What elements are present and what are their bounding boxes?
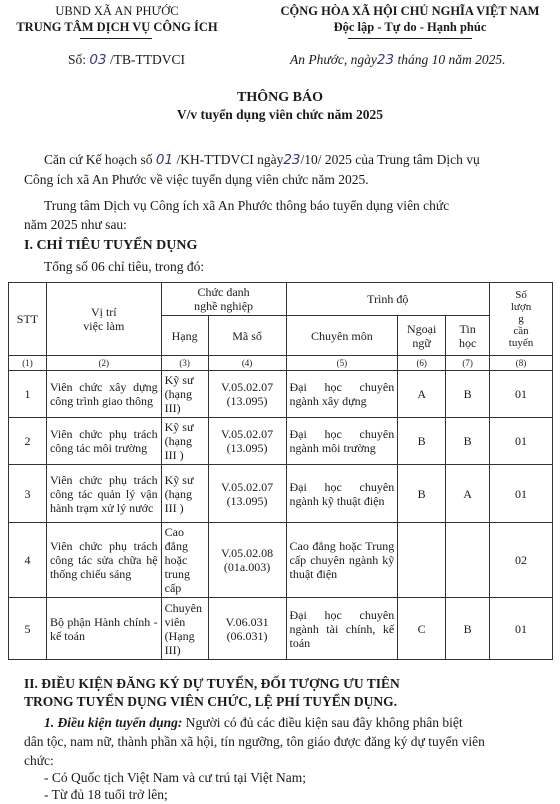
agency-line1: UBND XÃ AN PHƯỚC <box>55 4 179 18</box>
table-row <box>9 418 553 465</box>
row-maso: V.05.02.07 (13.095) <box>208 465 286 523</box>
row-tinhoc <box>446 523 490 598</box>
row-chuyenmon: Đại học chuyên ngành xây dựng <box>286 371 398 418</box>
plan-day-handwritten: 23 <box>283 152 301 168</box>
nation-line1: CỘNG HÒA XÃ HỘI CHỦ NGHĨA VIỆT NAM <box>280 4 540 18</box>
doc-subject: V/v tuyển dụng viên chức năm 2025 <box>176 107 384 122</box>
row-stt: 1 <box>9 371 47 418</box>
row-chuyenmon: Đại học chuyên ngành môi trường <box>286 418 398 465</box>
row-stt: 2 <box>9 418 47 465</box>
row-ngoaingu: C <box>398 598 446 660</box>
doc-number-prefix: Số: <box>68 52 87 67</box>
place-date <box>290 52 505 68</box>
agency-line2: TRUNG TÂM DỊCH VỤ CÔNG ÍCH <box>16 20 218 34</box>
section2-heading-line1: II. ĐIỀU KIỆN ĐĂNG KÝ DỰ TUYỂN, ĐỐI TƯỢNG ƯU TIÊN <box>24 676 400 691</box>
agency-underline <box>80 38 152 39</box>
header-hang: Hạng <box>161 316 208 356</box>
row-hang: Chuyên viên (Hạng III) <box>161 598 208 660</box>
row-maso: V.05.02.07 (13.095) <box>208 371 286 418</box>
row-maso: V.05.02.07 (13.095) <box>208 418 286 465</box>
day-handwritten: 23 <box>376 52 395 68</box>
bullet-nationality: - Có Quốc tịch Việt Nam và cư trú tại Việt Nam; <box>44 770 307 785</box>
doc-title: THÔNG BÁO <box>237 90 323 105</box>
condition-text-line1: Người có đủ các điều kiện sau đây không phân biệt <box>185 715 463 730</box>
row-soluong: 01 <box>490 371 553 418</box>
section2-heading-line2: TRONG TUYỂN DỤNG VIÊN CHỨC, LỆ PHÍ TUYỂN DỤNG. <box>24 694 398 709</box>
doc-number-suffix: /TB-TTDVCI <box>109 52 185 67</box>
index-cell: (2) <box>46 356 161 371</box>
row-vitri: Viên chức xây dựng công trình giao thông <box>46 371 161 418</box>
intro-p1-line2: Công ích xã An Phước về việc tuyển dụng viên chức năm 2025. <box>24 172 369 187</box>
condition-label: 1. Điều kiện tuyển dụng: <box>44 715 183 730</box>
index-cell: (7) <box>446 356 490 371</box>
row-maso: V.06.031 (06.031) <box>208 598 286 660</box>
header-soluong: Số lượn g cần tuyển <box>490 283 553 356</box>
row-tinhoc: B <box>446 598 490 660</box>
row-hang: Kỹ sư (hạng III ) <box>161 465 208 523</box>
index-cell: (1) <box>9 356 47 371</box>
table-row <box>9 465 553 523</box>
header-chucdanh: Chức danh nghề nghiệp <box>161 283 286 316</box>
place-date-suffix: tháng 10 năm 2025. <box>397 52 506 67</box>
recruitment-table <box>8 282 553 660</box>
row-maso: V.05.02.08 (01a.003) <box>208 523 286 598</box>
bullet-age: - Từ đủ 18 tuổi trở lên; <box>44 787 168 802</box>
header-maso: Mã số <box>208 316 286 356</box>
row-hang: Kỹ sư (hạng III ) <box>161 418 208 465</box>
row-tinhoc: B <box>446 418 490 465</box>
header-trinhdo: Trình độ <box>286 283 490 316</box>
header-stt: STT <box>9 283 47 356</box>
header-vitri: Vị trí việc làm <box>46 283 161 356</box>
row-chuyenmon: Đại học chuyên ngành kỹ thuật điện <box>286 465 398 523</box>
table-row <box>9 598 553 660</box>
index-cell: (8) <box>490 356 553 371</box>
row-chuyenmon: Đại học chuyên ngành tài chính, kế toán <box>286 598 398 660</box>
row-soluong: 01 <box>490 465 553 523</box>
header-tinhoc: Tin học <box>446 316 490 356</box>
row-soluong: 01 <box>490 598 553 660</box>
row-stt: 5 <box>9 598 47 660</box>
nation-underline <box>348 38 472 39</box>
doc-number <box>68 52 185 68</box>
row-chuyenmon: Cao đẳng hoặc Trung cấp chuyên ngành kỹ thuật điện <box>286 523 398 598</box>
row-ngoaingu: B <box>398 418 446 465</box>
table-index-row <box>9 356 553 371</box>
table-header-row <box>9 283 553 316</box>
row-ngoaingu: B <box>398 465 446 523</box>
nation-line2: Độc lập - Tự do - Hạnh phúc <box>333 20 487 34</box>
row-soluong: 02 <box>490 523 553 598</box>
index-cell: (6) <box>398 356 446 371</box>
place-date-prefix: An Phước, ngày <box>290 52 377 67</box>
row-stt: 3 <box>9 465 47 523</box>
row-ngoaingu <box>398 523 446 598</box>
section1-summary: Tổng số 06 chỉ tiêu, trong đó: <box>44 259 205 274</box>
intro-p1-a: Căn cứ Kế hoạch số <box>44 152 153 167</box>
intro-paragraph-2 <box>24 196 540 234</box>
row-soluong: 01 <box>490 418 553 465</box>
header-chuyenmon: Chuyên môn <box>286 316 398 356</box>
doc-number-handwritten: 03 <box>89 52 107 68</box>
row-tinhoc: A <box>446 465 490 523</box>
header-ngoaingu: Ngoại ngữ <box>398 316 446 356</box>
plan-number-handwritten: 01 <box>155 152 174 168</box>
index-cell: (5) <box>286 356 398 371</box>
intro-p1-c: /10/ 2025 của Trung tâm Dịch vụ <box>300 152 480 167</box>
row-ngoaingu: A <box>398 371 446 418</box>
table-row <box>9 371 553 418</box>
table-row <box>9 523 553 598</box>
condition-text-line2: dân tộc, nam nữ, thành phần xã hội, tín ngưỡng, tôn giáo được đăng ký dự tuyển viên <box>24 734 485 749</box>
row-vitri: Bộ phận Hành chính - kế toán <box>46 598 161 660</box>
row-vitri: Viên chức phụ trách công tác sửa chữa hệ thống chiếu sáng <box>46 523 161 598</box>
intro-paragraph-1 <box>24 150 540 189</box>
row-hang: Kỹ sư (hạng III) <box>161 371 208 418</box>
section1-heading: I. CHỈ TIÊU TUYỂN DỤNG <box>24 238 198 253</box>
row-stt: 4 <box>9 523 47 598</box>
intro-p1-b: /KH-TTDVCI ngày <box>176 152 284 167</box>
index-cell: (3) <box>161 356 208 371</box>
row-vitri: Viên chức phụ trách công tác môi trường <box>46 418 161 465</box>
index-cell: (4) <box>208 356 286 371</box>
section2-condition-paragraph <box>24 713 540 770</box>
intro-p2-line2: năm 2025 như sau: <box>24 217 127 232</box>
row-hang: Cao đẳng hoặc trung cấp <box>161 523 208 598</box>
condition-text-line3: chức: <box>24 753 54 768</box>
row-vitri: Viên chức phụ trách công tác quản lý vận hành trạm xử lý nước <box>46 465 161 523</box>
intro-p2-line1: Trung tâm Dịch vụ Công ích xã An Phước thông báo tuyển dụng viên chức <box>44 198 450 213</box>
row-tinhoc: B <box>446 371 490 418</box>
